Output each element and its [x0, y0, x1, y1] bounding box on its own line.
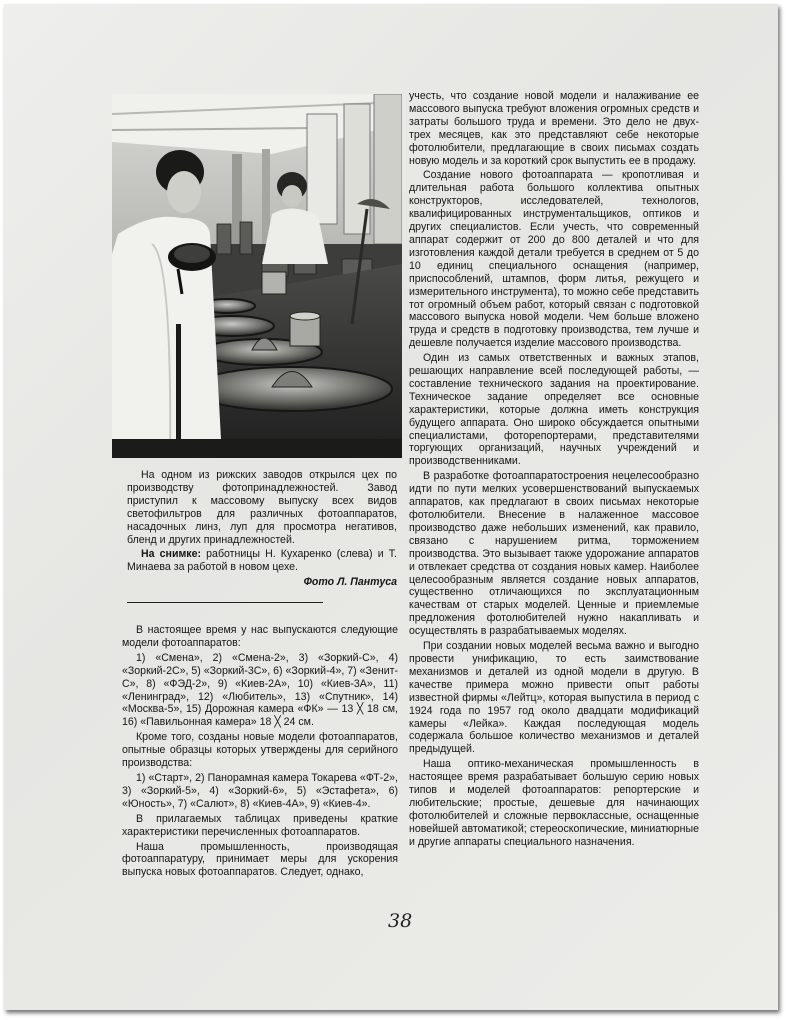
left-paragraph: 1) «Старт», 2) Панорамная камера Токарева «ФТ-2», 3) «Зоркий-5», 4) «Зоркий-6», 5) «Эстафета», 6) «Юность», 7) «Салют», 8) «Киев-4А», 9) «Киев-4».: [122, 771, 398, 810]
caption-note: [127, 548, 397, 574]
factory-photo: [112, 94, 402, 458]
right-article-column: [409, 90, 699, 849]
factory-photo-illustration: [112, 94, 402, 458]
right-paragraph: учесть, что создание новой модели и налаживание ее массового выпуска требуют вложения огромных средств и затраты большого труда и времени. Это дело не двух-трех месяцев, как это представляют себе некоторые фотолюбители, предлагающие в своих письмах создать новую модель и за короткий срок выпустить ее в продажу.: [409, 90, 699, 167]
right-paragraph: При создании новых моделей весьма важно и выгодно провести унификацию, то есть заимствование механизмов и деталей из одной модели в другую. В качестве примера можно привести опыт работы известной фирмы «Лейтц», которая выпустила в период с 1924 года по 1957 год около двадцати модификаций камеры «Лейка». Каждая последующая модель содержала большое количество механизмов и деталей предыдущей.: [409, 640, 699, 756]
caption-label: На снимке:: [141, 548, 202, 561]
left-paragraph: В настоящее время у нас выпускаются следующие модели фотоаппаратов:: [122, 624, 398, 649]
section-divider: [127, 602, 323, 603]
right-paragraph: Наша оптико-механическая промышленность в настоящее время разрабатывает большую серию новых типов и моделей фотоаппаратов: репортерские и любительские; простые, дешевые для начинающих фотолюбителей и сложные первоклассные, оснащенные новейшей автоматикой; стереоскопические, миниатюрные и другие аппараты специального назначения.: [409, 758, 699, 848]
left-paragraph: Наша промышленность, производящая фотоаппаратуру, принимает меры для ускорения выпуска новых фотоаппаратов. Следует, однако,: [122, 840, 398, 879]
left-paragraph: Кроме того, созданы новые модели фотоаппаратов, опытные образцы которых утверждены для серийного производства:: [122, 731, 398, 770]
magazine-page: [4, 4, 778, 1010]
right-paragraph: В разработке фотоаппаратостроения нецелесообразно идти по пути мелких усовершенствований выпускаемых аппаратов, как предлагают в своих письмах некоторые фотолюбители. Внесение в налаженное массовое производство даже небольших изменений, как правило, связано с нарушением ритма, торможением производства. Это вызывает также удорожание аппаратов и отвлекает средства от создания новых камер. Наиболее целесообразным является создание новых аппаратов, существенно отличающихся по эксплуатационным качествам от старых моделей. Ценные и приемлемые предложения фотолюбителей нужно накапливать и осуществлять в разрабатываемых моделях.: [409, 470, 699, 638]
left-article-column: [122, 624, 398, 879]
left-paragraph: В прилагаемых таблицах приведены краткие характеристики перечисленных фотоаппаратов.: [122, 812, 398, 838]
left-paragraph: 1) «Смена», 2) «Смена-2», 3) «Зоркий-С», 4) «Зоркий-2С», 5) «Зоркий-3С», 6) «Зоркий-4», 7) «Зенит-С», 8) «ФЭД-2», 9) «Киев-2А», 10) «Киев-3А», 11) «Ленинград», 12) «Любитель», 13) «Спутник», 14) «Москва-5», 15) Дорожная камера «ФК» — 13 ╳ 18 см, 16) «Павильонная камера» 18 ╳ 24 см.: [122, 651, 398, 729]
right-paragraph: Один из самых ответственных и важных этапов, решающих направление всей последующей работы, — составление технического задания на проектирование. Техническое задание определяет все основные характеристики, которые должна иметь конструкция будущего аппарата. Оно широко обсуждается опытными специалистами, фоторепортерами, представителями торгующих организаций, научных учреждений и производственниками.: [409, 352, 699, 468]
photo-caption: [127, 469, 397, 589]
caption-main-text: На одном из рижских заводов открылся цех по производству фотопринадлежностей. Завод приступил к массовому выпуску всех видов светофильтров для различных фотоаппаратов, насадочных линз, луп для просмотра негативов, бленд и других принадлежностей.: [127, 469, 397, 546]
photo-credit: Фото Л. Пантуса: [303, 576, 397, 589]
caption-note-text: работницы Н. Кухаренко (слева) и Т. Минаева за работой в новом цехе.: [127, 548, 397, 574]
right-paragraph: Создание нового фотоаппарата — кропотливая и длительная работа большого коллектива опытных конструкторов, исследователей, технологов, квалифицированных инструментальщиков, оптиков и других специалистов. Если учесть, что современный аппарат содержит от 200 до 800 деталей и что для изготовления каждой детали требуется в среднем от 5 до 10 единиц специального оснащения (например, приспособлений, штампов, форм литья, режущего и измерительного инструмента), то можно себе представить тот огромный объем работ, который связан с подготовкой массового выпуска новой модели. Чем больше вложено труда и средств в подготовку производства, тем лучше и дешевле получается изделие массового производства.: [409, 169, 699, 350]
page-number: 38: [388, 910, 413, 932]
